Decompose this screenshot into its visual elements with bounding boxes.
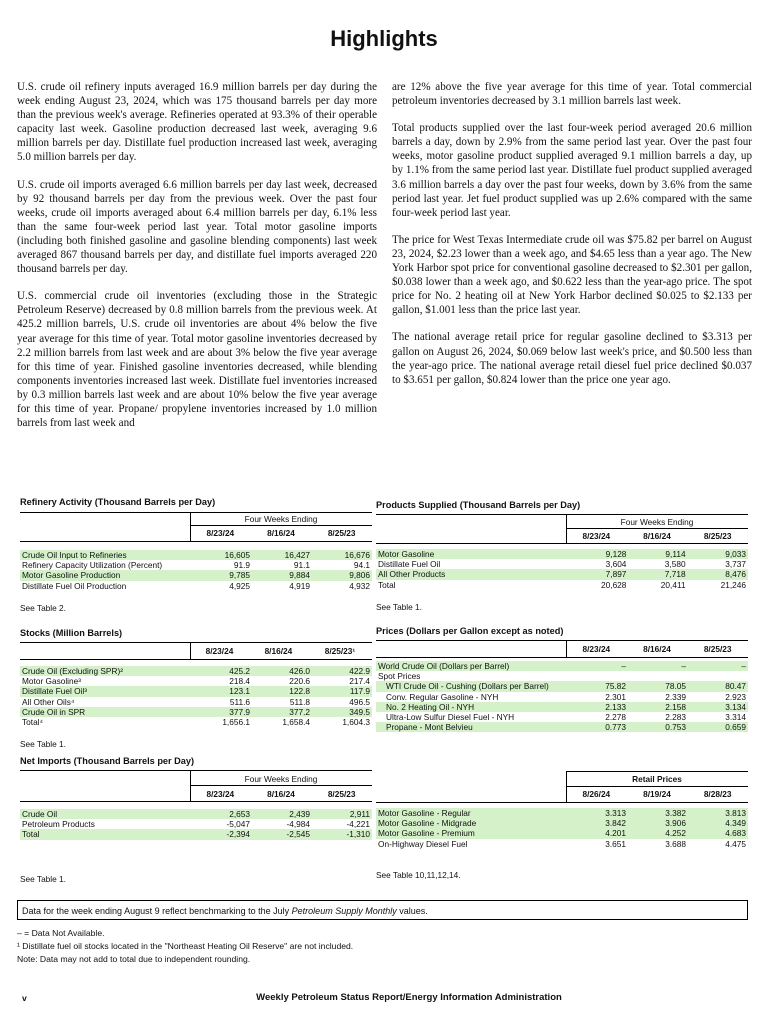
cell: 511.6 <box>229 696 250 707</box>
cell: – <box>568 661 628 671</box>
cell: 122.8 <box>252 686 312 696</box>
cell: 2,439 <box>252 809 312 819</box>
col-header: 8/25/23 <box>703 644 732 655</box>
cell: -2,394 <box>192 829 252 839</box>
table-row <box>376 808 748 818</box>
see-table-note: See Table 1. <box>20 739 66 749</box>
benchmark-note-box <box>17 900 748 920</box>
cell <box>568 671 628 681</box>
table-title: Products Supplied (Thousand Barrels per Day) <box>376 500 581 510</box>
cell: 7,718 <box>628 569 687 579</box>
table-row <box>20 707 372 717</box>
cell: 9,785 <box>192 570 252 580</box>
row-label: Distillate Fuel Oil <box>378 559 441 570</box>
group-header: Four Weeks Ending <box>244 774 318 784</box>
cell: 0.773 <box>568 722 628 732</box>
table-title: Refinery Activity (Thousand Barrels per Day) <box>20 497 216 507</box>
table-row <box>20 686 372 696</box>
column-header-row <box>190 646 372 656</box>
cell: 511.8 <box>289 696 310 707</box>
row-label: Crude Oil (Excluding SPR)² <box>20 666 192 676</box>
cell: 2.339 <box>665 691 686 702</box>
cell: 426.0 <box>252 666 312 676</box>
cell: 8,476 <box>688 569 748 579</box>
column-header-row <box>190 789 372 799</box>
cell: 3.842 <box>568 818 628 828</box>
cell: – <box>628 661 688 671</box>
footnote-na: – = Data Not Available. <box>17 928 105 938</box>
data-rows <box>376 549 748 590</box>
row-label: Propane - Mont Belvieu <box>376 722 568 732</box>
column-header-row <box>566 531 748 541</box>
cell: 21,246 <box>720 579 746 590</box>
col-header: 8/25/23¹ <box>324 646 356 657</box>
cell <box>688 671 748 681</box>
table-title: Prices (Dollars per Gallon except as noted) <box>376 626 564 636</box>
col-header: 8/16/24 <box>643 531 671 542</box>
cell: 4.201 <box>568 828 628 838</box>
column-header-row <box>566 789 748 799</box>
cell: 349.5 <box>312 707 372 717</box>
cell: 2,653 <box>192 809 252 819</box>
table-row <box>376 692 748 702</box>
cell: 4.475 <box>725 838 746 849</box>
row-label: Distillate Fuel Oil³ <box>20 686 192 696</box>
paragraph: The national average retail price for regular gasoline declined to $3.313 per gallon on August 26, 2024, $0.069 below last week's price, and $0.500 less than the year-ago price. The national average retail diesel fuel price declined $0.037 to $3.651 per gallon, $0.824 lower than the price one year ago. <box>392 331 752 386</box>
cell: 94.1 <box>353 560 370 571</box>
table-row <box>376 559 748 569</box>
refinery-activity-table <box>20 497 372 617</box>
row-label: Crude Oil <box>20 809 192 819</box>
cell: 220.6 <box>289 676 310 687</box>
row-label: Petroleum Products <box>22 819 95 830</box>
cell: 2,911 <box>312 809 372 819</box>
cell: -1,310 <box>312 829 372 839</box>
page-title: Highlights <box>330 26 438 51</box>
cell: 0.753 <box>628 722 688 732</box>
cell: 16,427 <box>252 550 312 560</box>
col-header: 8/26/24 <box>582 789 611 800</box>
see-table-note: See Table 2. <box>20 603 66 613</box>
row-label: Spot Prices <box>378 671 421 682</box>
row-label: Motor Gasoline - Midgrade <box>376 818 568 828</box>
row-label: Conv. Regular Gasoline - NYH <box>386 691 499 702</box>
col-header: 8/23/24 <box>205 646 234 657</box>
footnote-note: Note: Data may not add to total due to independent rounding. <box>17 954 251 964</box>
col-header: 8/16/24 <box>267 789 295 800</box>
cell: 0.659 <box>688 722 748 732</box>
table-row <box>376 569 748 579</box>
cell: 425.2 <box>192 666 252 676</box>
cell: 9,033 <box>688 549 748 559</box>
cell: 20,411 <box>660 579 686 590</box>
cell: -4,984 <box>286 819 310 830</box>
see-table-note: See Table 1. <box>20 874 66 884</box>
table-row <box>20 809 372 819</box>
data-rows <box>20 550 372 591</box>
cell: 217.4 <box>349 676 370 687</box>
cell: 4.349 <box>688 818 748 828</box>
note-publication-title: Petroleum Supply Monthly <box>291 906 397 916</box>
cell: 80.47 <box>688 681 748 691</box>
table-row <box>376 580 748 590</box>
col-header: 8/23/24 <box>206 528 235 539</box>
page-number: v <box>22 993 27 1003</box>
column-header-row <box>566 644 748 654</box>
table-title: Stocks (Million Barrels) <box>20 628 123 638</box>
row-label: Total⁴ <box>22 717 44 728</box>
table-title: Net Imports (Thousand Barrels per Day) <box>20 756 195 766</box>
table-row <box>20 560 372 570</box>
cell: 3.688 <box>665 838 686 849</box>
cell: -5,047 <box>226 819 250 830</box>
data-rows <box>376 661 748 732</box>
table-row <box>376 671 748 681</box>
row-label: Motor Gasoline³ <box>22 676 82 687</box>
cell: 2.283 <box>665 712 686 723</box>
table-row <box>20 550 372 560</box>
data-rows <box>20 666 372 727</box>
cell: 9,884 <box>252 570 312 580</box>
cell: 1,656.1 <box>222 717 250 728</box>
row-label: Total <box>20 829 192 839</box>
cell: 4,925 <box>229 580 250 591</box>
cell: 9,114 <box>628 549 687 559</box>
cell: 9,806 <box>312 570 372 580</box>
table-row <box>20 829 372 839</box>
net-imports-table <box>20 756 372 886</box>
stocks-table <box>20 628 372 752</box>
cell: 377.2 <box>252 707 312 717</box>
row-label: Motor Gasoline - Regular <box>376 808 568 818</box>
cell: 3.651 <box>605 838 626 849</box>
table-row <box>376 818 748 828</box>
row-label: Distillate Fuel Oil Production <box>22 580 127 591</box>
group-header: Four Weeks Ending <box>620 517 694 527</box>
row-label: No. 2 Heating Oil - NYH <box>376 702 568 712</box>
paragraph: The price for West Texas Intermediate crude oil was $75.82 per barrel on August 23, 2024, $2.23 lower than a week ago, and $4.65 less than a year ago. The New York Harbor spot price for conventional gasoline decreased to $2.301 per gallon, $0.038 lower than a week ago, and $0.622 less than the year-ago price. The spot price for No. 2 heating oil at New York Harbor declined $0.025 to $2.133 per gallon, $1.001 less than the price last year. <box>392 233 752 317</box>
cell: 4.252 <box>628 828 688 838</box>
cell: 7,897 <box>568 569 628 579</box>
footnote-1: ¹ Distillate fuel oil stocks located in the "Northeast Heating Oil Reserve" are not included. <box>17 941 354 951</box>
cell: 117.9 <box>312 686 372 696</box>
cell: 20,628 <box>601 579 627 590</box>
page-footer: Weekly Petroleum Status Report/Energy Information Administration <box>256 992 562 1003</box>
table-row <box>20 581 372 591</box>
cell: 218.4 <box>229 676 250 687</box>
col-header: 8/16/24 <box>643 644 671 655</box>
paragraph: U.S. crude oil refinery inputs averaged 16.9 million barrels per day during the week ending August 23, 2024, which was 175 thousand barrels per day more than the previous week's average. Refineries operated at 93.3% of their operable capacity last week. Gasoline production decreased last week, averaging 9.6 million barrels per day. Distillate fuel production increased last week, averaging 5.0 million barrels per day. <box>17 81 377 164</box>
paragraph: U.S. crude oil imports averaged 6.6 million barrels per day last week, decreased by 92 thousand barrels per day from the previous week. Over the past four weeks, crude oil imports averaged about 6.4 million barrels per day, 6.1% less than the same four-week period last year. Total motor gasoline imports (including both finished gasoline and gasoline blending components) last week averaged 867 thousand barrels per day, and distillate fuel imports averaged 220 thousand barrels per day. <box>17 178 377 276</box>
col-header: 8/28/23 <box>703 789 732 800</box>
cell: 9,128 <box>568 549 628 559</box>
cell: 2.158 <box>628 702 688 712</box>
col-header: 8/25/23 <box>327 789 356 800</box>
cell: 3.313 <box>568 808 628 818</box>
note-text: Data for the week ending August 9 reflect benchmarking to the July <box>22 906 292 916</box>
table-row <box>376 712 748 722</box>
cell: 3.134 <box>688 702 748 712</box>
row-label: All Other Products <box>376 569 568 579</box>
cell <box>628 671 688 681</box>
paragraph: U.S. commercial crude oil inventories (excluding those in the Strategic Petroleum Reserve) decreased by 0.8 million barrels from the previous week. At 425.2 million barrels, U.S. crude oil inventories are about 4% below the five year average for this time of year. Total motor gasoline inventories decreased by 2.2 million barrels from last week and are about 3% below the five year average for this time of year. Finished gasoline inventories decreased, while blending components inventories increased last week. Distillate fuel inventories increased by 0.3 million barrels last week and are about 10% below the five year average for this time of year. Propane/ propylene inventories increased by 1.0 million barrels from last week and <box>17 290 377 430</box>
cell: 1,604.3 <box>342 717 370 728</box>
cell: 75.82 <box>568 681 628 691</box>
prices-table <box>376 626 748 738</box>
cell: 496.5 <box>349 696 370 707</box>
cell: -4,221 <box>346 819 370 830</box>
right-column <box>392 80 752 400</box>
row-label: All Other Oils⁴ <box>22 696 75 707</box>
see-table-note: See Table 10,11,12,14. <box>376 870 461 880</box>
cell: 2.278 <box>605 712 626 723</box>
cell: 4,932 <box>349 580 370 591</box>
table-row <box>376 549 748 559</box>
table-row <box>20 666 372 676</box>
cell: 4.683 <box>688 828 748 838</box>
row-label: Motor Gasoline Production <box>20 570 192 580</box>
paragraph: are 12% above the five year average for this time of year. Total commercial petroleum inventories decreased by 3.1 million barrels last week. <box>392 81 752 108</box>
cell: 422.9 <box>312 666 372 676</box>
cell: 91.1 <box>293 560 310 571</box>
see-table-note: See Table 1. <box>376 602 422 612</box>
column-header-row <box>190 528 372 538</box>
col-header: 8/23/24 <box>206 789 235 800</box>
row-label: Total <box>378 579 396 590</box>
cell: 2.923 <box>725 691 746 702</box>
col-header: 8/19/24 <box>643 789 671 800</box>
table-row <box>376 722 748 732</box>
cell: 3,737 <box>725 559 746 570</box>
cell: – <box>688 661 748 671</box>
row-label: Crude Oil in SPR <box>20 707 192 717</box>
cell: 3.314 <box>725 712 746 723</box>
cell: -2,545 <box>252 829 312 839</box>
table-row <box>376 661 748 671</box>
products-supplied-table <box>376 500 748 618</box>
col-header: 8/16/24 <box>264 646 293 657</box>
col-header: 8/23/24 <box>582 531 611 542</box>
note-text: values. <box>396 906 428 916</box>
table-row <box>20 717 372 727</box>
cell: 3.382 <box>628 808 688 818</box>
cell: 78.05 <box>628 681 688 691</box>
col-header: 8/25/23 <box>703 531 732 542</box>
row-label: World Crude Oil (Dollars per Barrel) <box>376 661 568 671</box>
cell: 2.133 <box>568 702 628 712</box>
cell: 123.1 <box>192 686 252 696</box>
table-row <box>376 702 748 712</box>
cell: 2.301 <box>605 691 626 702</box>
row-label: Refinery Capacity Utilization (Percent) <box>22 560 163 571</box>
cell: 91.9 <box>233 560 250 571</box>
col-header: 8/25/23 <box>327 528 356 539</box>
cell: 4,919 <box>289 580 310 591</box>
table-row <box>376 681 748 691</box>
data-rows <box>376 808 748 849</box>
table-row <box>20 676 372 686</box>
retail-prices-table <box>376 771 748 886</box>
table-row <box>376 828 748 838</box>
cell: 3.906 <box>628 818 688 828</box>
row-label: Motor Gasoline <box>376 549 568 559</box>
data-rows <box>20 809 372 840</box>
group-header: Retail Prices <box>632 774 682 784</box>
cell: 1,658.4 <box>282 717 310 728</box>
table-row <box>20 570 372 580</box>
paragraph: Total products supplied over the last four-week period averaged 20.6 million barrels a day, down by 2.9% from the same period last year. Over the past four weeks, motor gasoline product supplied averaged 9.1 million barrels a day, up by 1.1% from the same period last year. Distillate fuel product supplied averaged 3.6 million barrels a day over the past four weeks, down by 3.6% from the same period last year. Jet fuel product supplied was up 2.6% compared with the same four-week period last year. <box>392 122 752 219</box>
cell: 16,676 <box>312 550 372 560</box>
cell: 3,580 <box>664 559 686 570</box>
col-header: 8/16/24 <box>267 528 295 539</box>
cell: 16,605 <box>192 550 252 560</box>
row-label: Crude Oil Input to Refineries <box>20 550 192 560</box>
cell: 3.813 <box>688 808 748 818</box>
table-row <box>376 839 748 849</box>
row-label: WTI Crude Oil - Cushing (Dollars per Barrel) <box>376 681 568 691</box>
row-label: Motor Gasoline - Premium <box>376 828 568 838</box>
group-header: Four Weeks Ending <box>244 514 318 524</box>
col-header: 8/23/24 <box>582 644 611 655</box>
row-label: On-Highway Diesel Fuel <box>378 838 468 849</box>
table-row <box>20 819 372 829</box>
cell: 377.9 <box>192 707 252 717</box>
table-row <box>20 697 372 707</box>
row-label: Ultra-Low Sulfur Diesel Fuel - NYH <box>386 712 515 723</box>
cell: 3,604 <box>605 559 627 570</box>
left-column <box>17 80 377 443</box>
